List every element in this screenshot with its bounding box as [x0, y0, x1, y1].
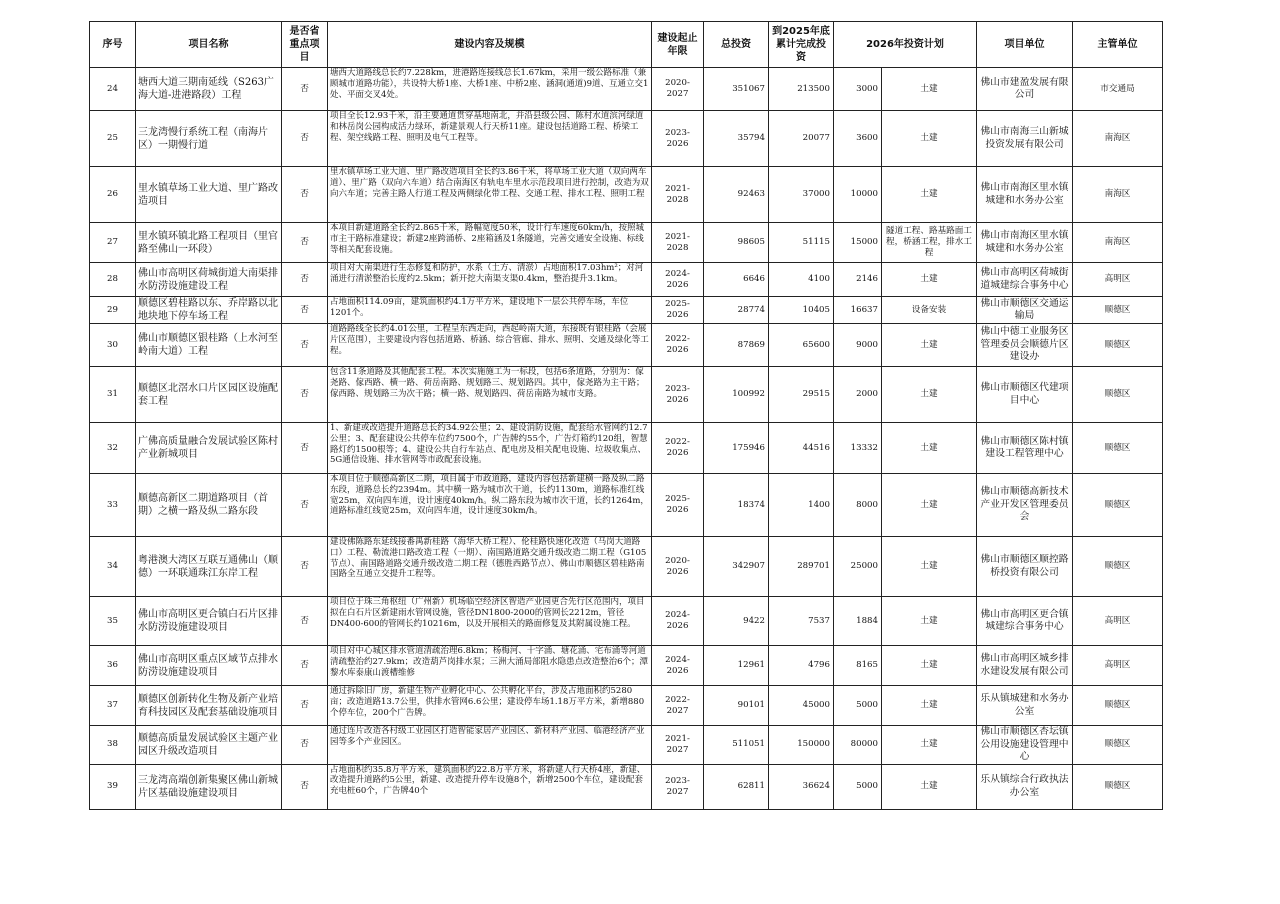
row-owner: 佛山市建盈发展有限公司 [977, 68, 1073, 111]
row-supervisor: 顺德区 [1073, 537, 1163, 597]
row-key-project: 否 [282, 167, 328, 223]
row-completed-2025: 4796 [769, 646, 834, 686]
row-key-project: 否 [282, 423, 328, 474]
row-key-project: 否 [282, 263, 328, 297]
row-total-investment: 511051 [704, 726, 769, 765]
row-completed-2025: 1400 [769, 474, 834, 537]
row-plan-2026-amount: 13332 [834, 423, 882, 474]
table-row [90, 537, 1163, 597]
row-key-project: 否 [282, 597, 328, 646]
row-key-project: 否 [282, 474, 328, 537]
row-scope: 1、新建或改造提升道路总长约34.92公里；2、建设消防设施，配套给水管网约12.7公里；3、配套建设公共停车位约7500个，广告牌约55个，广告灯箱约120组，智慧路灯约1500根等；4、建设公共自行车站点、配电房及相关配电设施、垃圾收集点、5G通信设施、排水管网等市政配套设施。 [328, 423, 652, 474]
row-owner: 佛山市顺德区代建项目中心 [977, 367, 1073, 423]
table-row [90, 367, 1163, 423]
row-supervisor: 顺德区 [1073, 297, 1163, 324]
row-scope: 项目全长12.93千米，沿主要通道贯穿基地南北，并沿县级公园、陈村水道滨河绿道和林岳岗公园构成活力绿环，新建景观人行天桥11座。建设包括道路工程、桥梁工程、架空线路工程、照明及电气工程等。 [328, 111, 652, 167]
row-scope: 项目对中心城区排水管道清疏治理6.8km；杨梅河、十字涌、塘花涌、宅布涌等河道清疏整治约27.9km；改造葫芦岗排水泵；三洲大涌局部阻水隐患点改造整治6个；潭黎水库泰康山渡槽维修 [328, 646, 652, 686]
row-completed-2025: 29515 [769, 367, 834, 423]
table-row [90, 297, 1163, 324]
row-owner: 佛山市顺德区交通运输局 [977, 297, 1073, 324]
row-period: 2021-2027 [652, 726, 704, 765]
row-plan-2026-amount: 5000 [834, 764, 882, 809]
row-project-name: 里水镇环镇北路工程项目（里官路至佛山一环段） [136, 223, 282, 263]
row-plan-2026-amount: 15000 [834, 223, 882, 263]
row-key-project: 否 [282, 537, 328, 597]
row-project-name: 佛山市高明区重点区域节点排水防涝设施建设项目 [136, 646, 282, 686]
row-completed-2025: 51115 [769, 223, 834, 263]
row-plan-2026-content: 土建 [882, 726, 977, 765]
row-key-project: 否 [282, 324, 328, 367]
table-row [90, 68, 1163, 111]
row-scope: 建设佛陈路东延线接番禺新桂路（海华大桥工程）、伦桂路快速化改造（马岗大道路口）工程、勒流港口路改造工程（一期）、南国路道路交通升级改造二期工程（G105节点）、南国路道路交通升级改造二期工程（德胜西路节点）、佛山市顺德区碧桂路南国路全互通立交提升工程等。 [328, 537, 652, 597]
row-key-project: 否 [282, 367, 328, 423]
row-project-name: 佛山市顺德区银桂路（上水河至岭南大道）工程 [136, 324, 282, 367]
row-total-investment: 90101 [704, 686, 769, 726]
row-plan-2026-amount: 10000 [834, 167, 882, 223]
row-seq: 24 [90, 68, 136, 111]
header-scope: 建设内容及规模 [328, 22, 652, 68]
row-plan-2026-amount: 3000 [834, 68, 882, 111]
row-seq: 28 [90, 263, 136, 297]
row-owner: 佛山市顺德区顺控路桥投资有限公司 [977, 537, 1073, 597]
row-period: 2021-2028 [652, 223, 704, 263]
row-plan-2026-content: 土建 [882, 324, 977, 367]
row-total-investment: 87869 [704, 324, 769, 367]
row-project-name: 粤港澳大湾区互联互通佛山（顺德）一环联通珠江东岸工程 [136, 537, 282, 597]
row-total-investment: 9422 [704, 597, 769, 646]
row-project-name: 广佛高质量融合发展试验区陈村产业新城项目 [136, 423, 282, 474]
row-plan-2026-amount: 8165 [834, 646, 882, 686]
row-completed-2025: 213500 [769, 68, 834, 111]
row-completed-2025: 150000 [769, 726, 834, 765]
row-period: 2020-2027 [652, 68, 704, 111]
row-plan-2026-content: 土建 [882, 68, 977, 111]
row-plan-2026-content: 土建 [882, 537, 977, 597]
row-period: 2023-2026 [652, 111, 704, 167]
row-seq: 32 [90, 423, 136, 474]
row-project-name: 顺德区创新转化生物及新产业培育科技园区及配套基础设施项目 [136, 686, 282, 726]
row-total-investment: 62811 [704, 764, 769, 809]
row-plan-2026-content: 土建 [882, 263, 977, 297]
row-owner: 佛山中德工业服务区管理委员会顺德片区建设办 [977, 324, 1073, 367]
row-project-name: 塘西大道三期南延线（S263广海大道-进港路段）工程 [136, 68, 282, 111]
row-key-project: 否 [282, 297, 328, 324]
header-key-project: 是否省重点项目 [282, 22, 328, 68]
table-row [90, 167, 1163, 223]
row-plan-2026-amount: 1884 [834, 597, 882, 646]
row-owner: 佛山市顺德高新技术产业开发区管理委员会 [977, 474, 1073, 537]
row-plan-2026-content: 土建 [882, 111, 977, 167]
row-scope: 占地面积114.09亩，建筑面积约4.1万平方米，建设地下一层公共停车场，车位1201个。 [328, 297, 652, 324]
row-seq: 35 [90, 597, 136, 646]
row-period: 2025-2026 [652, 297, 704, 324]
row-plan-2026-content: 土建 [882, 597, 977, 646]
row-period: 2022-2026 [652, 324, 704, 367]
row-supervisor: 顺德区 [1073, 764, 1163, 809]
row-scope: 道路路线全长约4.01公里，工程呈东西走向，西起岭南大道，东接既有银桂路（会展片区范围），主要建设内容包括道路、桥涵、综合管廊、排水、照明、交通及绿化等工程。 [328, 324, 652, 367]
row-plan-2026-amount: 25000 [834, 537, 882, 597]
header-completed-2025: 到2025年底累计完成投资 [769, 22, 834, 68]
row-supervisor: 市交通局 [1073, 68, 1163, 111]
row-key-project: 否 [282, 764, 328, 809]
row-period: 2024-2026 [652, 597, 704, 646]
row-project-name: 三龙湾慢行系统工程（南海片区）一期慢行道 [136, 111, 282, 167]
row-seq: 25 [90, 111, 136, 167]
row-plan-2026-content: 土建 [882, 686, 977, 726]
table-row [90, 263, 1163, 297]
header-total-investment: 总投资 [704, 22, 769, 68]
row-scope: 里水镇草场工业大道、里广路改造项目全长约3.86千米，将草场工业大道（双向两车道）、里广路（双向六车道）结合南海区有轨电车里水示范段项目进行控制，改造为双向六车道；完善主路人行道工程及两侧绿化带工程、交通工程、排水工程、照明工程 [328, 167, 652, 223]
row-supervisor: 顺德区 [1073, 423, 1163, 474]
row-owner: 佛山市高明区荷城街道城建综合事务中心 [977, 263, 1073, 297]
row-supervisor: 高明区 [1073, 597, 1163, 646]
row-scope: 项目对大南渠进行生态修复和防护，水系（土方、清淤）占地面积17.03hm²；对河涌进行清淤整治长度约2.5km；新开挖大南渠支渠0.4km，整治提升3.1km。 [328, 263, 652, 297]
row-completed-2025: 45000 [769, 686, 834, 726]
row-plan-2026-content: 设备安装 [882, 297, 977, 324]
row-completed-2025: 7537 [769, 597, 834, 646]
row-supervisor: 顺德区 [1073, 474, 1163, 537]
row-owner: 佛山市南海区里水镇城建和水务办公室 [977, 223, 1073, 263]
row-total-investment: 342907 [704, 537, 769, 597]
row-supervisor: 高明区 [1073, 646, 1163, 686]
row-total-investment: 92463 [704, 167, 769, 223]
table-row [90, 324, 1163, 367]
row-period: 2024-2026 [652, 646, 704, 686]
row-owner: 佛山市高明区城乡排水建设发展有限公司 [977, 646, 1073, 686]
row-completed-2025: 10405 [769, 297, 834, 324]
row-supervisor: 顺德区 [1073, 726, 1163, 765]
row-completed-2025: 20077 [769, 111, 834, 167]
row-plan-2026-amount: 2000 [834, 367, 882, 423]
row-seq: 30 [90, 324, 136, 367]
row-key-project: 否 [282, 646, 328, 686]
row-total-investment: 100992 [704, 367, 769, 423]
row-project-name: 佛山市高明区荷城街道大南渠排水防涝设施建设工程 [136, 263, 282, 297]
row-seq: 33 [90, 474, 136, 537]
row-completed-2025: 36624 [769, 764, 834, 809]
row-seq: 31 [90, 367, 136, 423]
row-project-name: 佛山市高明区更合镇白石片区排水防涝设施建设项目 [136, 597, 282, 646]
row-plan-2026-amount: 2146 [834, 263, 882, 297]
row-owner: 佛山市顺德区杏坛镇公用设施建设管理中心 [977, 726, 1073, 765]
row-key-project: 否 [282, 111, 328, 167]
row-period: 2025-2026 [652, 474, 704, 537]
row-total-investment: 6646 [704, 263, 769, 297]
row-seq: 27 [90, 223, 136, 263]
row-period: 2024-2026 [652, 263, 704, 297]
row-project-name: 顺德区碧桂路以东、乔岸路以北地块地下停车场工程 [136, 297, 282, 324]
table-row [90, 223, 1163, 263]
row-plan-2026-amount: 16637 [834, 297, 882, 324]
table-body [90, 68, 1163, 810]
row-plan-2026-content: 土建 [882, 474, 977, 537]
table-row [90, 597, 1163, 646]
row-supervisor: 顺德区 [1073, 686, 1163, 726]
row-seq: 26 [90, 167, 136, 223]
header-plan-2026: 2026年投资计划 [834, 22, 977, 68]
row-seq: 37 [90, 686, 136, 726]
row-project-name: 顺德高质量发展试验区主题产业园区升级改造项目 [136, 726, 282, 765]
row-supervisor: 顺德区 [1073, 367, 1163, 423]
row-supervisor: 顺德区 [1073, 324, 1163, 367]
row-key-project: 否 [282, 223, 328, 263]
row-plan-2026-content: 土建 [882, 367, 977, 423]
table-row [90, 423, 1163, 474]
header-period: 建设起止年限 [652, 22, 704, 68]
row-scope: 塘西大道路线总长约7.228km，进港路连接线总长1.67km，采用一级公路标准（兼顾城市道路功能），共设特大桥1座、大桥1座、中桥2座、涵洞(通道)9道、互通立交1处、平面交叉4处。 [328, 68, 652, 111]
row-owner: 佛山市顺德区陈村镇建设工程管理中心 [977, 423, 1073, 474]
row-seq: 34 [90, 537, 136, 597]
row-period: 2022-2026 [652, 423, 704, 474]
table-row [90, 474, 1163, 537]
row-plan-2026-content: 土建 [882, 764, 977, 809]
row-project-name: 里水镇草场工业大道、里广路改造项目 [136, 167, 282, 223]
row-completed-2025: 65600 [769, 324, 834, 367]
row-owner: 佛山市南海三山新城投资发展有限公司 [977, 111, 1073, 167]
row-scope: 项目位于珠三角枢纽（广州新）机场临空经济区智造产业园更合先行区范围内，项目拟在白石片区新建雨水管网设施，管径DN1800-2000的管网长2212m，管径DN400-600的管网长约10216m，以及开展相关的路面修复及其附属设施工程。 [328, 597, 652, 646]
row-total-investment: 175946 [704, 423, 769, 474]
row-owner: 佛山市南海区里水镇城建和水务办公室 [977, 167, 1073, 223]
row-plan-2026-content: 土建 [882, 167, 977, 223]
row-completed-2025: 289701 [769, 537, 834, 597]
row-project-name: 顺德高新区二期道路项目（首期）之横一路及纵二路东段 [136, 474, 282, 537]
row-plan-2026-content: 土建 [882, 423, 977, 474]
row-seq: 39 [90, 764, 136, 809]
row-supervisor: 南海区 [1073, 167, 1163, 223]
row-scope: 通过拆除旧厂房，新建生物产业孵化中心、公共孵化平台，涉及占地面积约5280亩；改造道路13.7公里，供排水管网6.6公里；建设停车场1.18万平方米，新增880个停车位，200个广告牌。 [328, 686, 652, 726]
table-row [90, 764, 1163, 809]
row-scope: 本项目新建道路全长约2.865千米，路幅宽度50米，设计行车速度60km/h，按照城市主干路标准建设；新建2座跨涌桥、2座箱涵及1条隧道，完善交通安全设施、标线等相关配套设施。 [328, 223, 652, 263]
row-plan-2026-content: 土建 [882, 646, 977, 686]
row-total-investment: 18374 [704, 474, 769, 537]
row-owner: 佛山市高明区更合镇城建综合事务中心 [977, 597, 1073, 646]
row-supervisor: 高明区 [1073, 263, 1163, 297]
row-supervisor: 南海区 [1073, 223, 1163, 263]
row-plan-2026-amount: 8000 [834, 474, 882, 537]
row-project-name: 顺德区北滘水口片区园区设施配套工程 [136, 367, 282, 423]
table-row [90, 646, 1163, 686]
row-completed-2025: 37000 [769, 167, 834, 223]
row-total-investment: 351067 [704, 68, 769, 111]
row-scope: 本项目位于顺德高新区二期，项目属于市政道路，建设内容包括新建横一路及纵二路东段，道路总长约2394m。其中横一路为城市次干道，长约1130m，道路标准红线宽25m，双向四车道，设计速度40km/h。纵二路东段为城市次干道，长约1264m，道路标准红线宽25m，双向四车道，设计速度30km/h。 [328, 474, 652, 537]
row-period: 2023-2027 [652, 764, 704, 809]
row-key-project: 否 [282, 68, 328, 111]
row-period: 2021-2028 [652, 167, 704, 223]
row-key-project: 否 [282, 686, 328, 726]
table-row [90, 726, 1163, 765]
row-key-project: 否 [282, 726, 328, 765]
row-project-name: 三龙湾高端创新集聚区佛山新城片区基础设施建设项目 [136, 764, 282, 809]
row-scope: 包含11条道路及其他配套工程。本次实施施工为一标段，包括6条道路，分别为：傢尧路、傢西路、横一路、荷岳南路、规划路三、规划路四。其中，傢尧路为主干路；傢西路、规划路三为次干路；横一路、规划路四、荷岳南路为城市支路。 [328, 367, 652, 423]
row-total-investment: 98605 [704, 223, 769, 263]
header-supervisor: 主管单位 [1073, 22, 1163, 68]
row-plan-2026-amount: 80000 [834, 726, 882, 765]
row-seq: 38 [90, 726, 136, 765]
table-row [90, 686, 1163, 726]
row-period: 2022-2027 [652, 686, 704, 726]
row-supervisor: 南海区 [1073, 111, 1163, 167]
header-owner: 项目单位 [977, 22, 1073, 68]
row-plan-2026-amount: 3600 [834, 111, 882, 167]
row-plan-2026-amount: 9000 [834, 324, 882, 367]
row-completed-2025: 44516 [769, 423, 834, 474]
row-owner: 乐从镇综合行政执法办公室 [977, 764, 1073, 809]
row-period: 2020-2026 [652, 537, 704, 597]
row-completed-2025: 4100 [769, 263, 834, 297]
header-name: 项目名称 [136, 22, 282, 68]
row-scope: 占地面积约35.8万平方米，建筑面积约22.8万平方米，将新建人行天桥4座，新建、改造提升道路约5公里，新建、改造提升停车设施8个，新增2500个车位，建设配套充电桩60个，广告牌40个 [328, 764, 652, 809]
row-period: 2023-2026 [652, 367, 704, 423]
header-row [90, 22, 1163, 68]
row-total-investment: 28774 [704, 297, 769, 324]
table-row [90, 111, 1163, 167]
row-total-investment: 35794 [704, 111, 769, 167]
row-plan-2026-amount: 5000 [834, 686, 882, 726]
row-plan-2026-content: 隧道工程、路基路面工程，桥涵工程，排水工程 [882, 223, 977, 263]
row-seq: 29 [90, 297, 136, 324]
investment-plan-table [89, 21, 1163, 810]
header-seq: 序号 [90, 22, 136, 68]
row-total-investment: 12961 [704, 646, 769, 686]
row-seq: 36 [90, 646, 136, 686]
row-owner: 乐从镇城建和水务办公室 [977, 686, 1073, 726]
row-scope: 通过连片改造各村级工业园区打造智能家居产业园区、新材料产业园、临港经济产业园等多个产业园区。 [328, 726, 652, 765]
